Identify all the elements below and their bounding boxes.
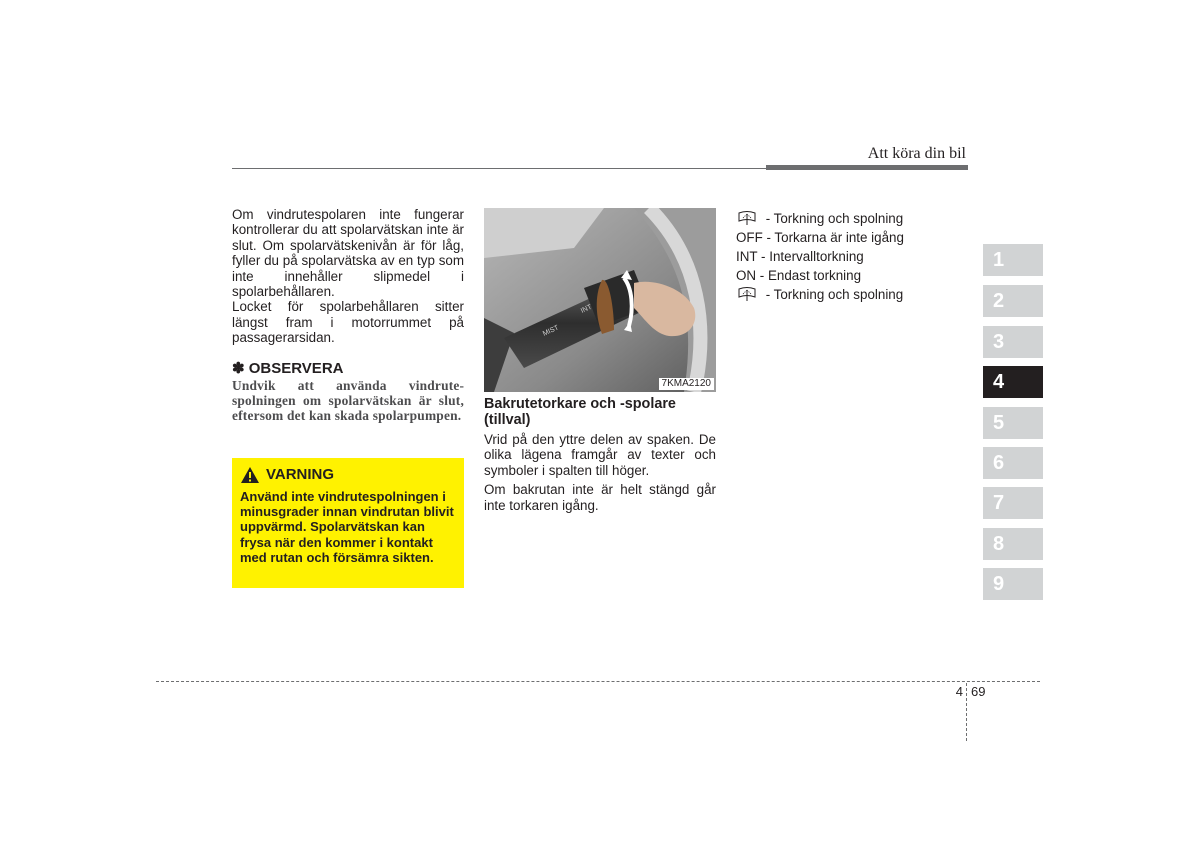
chapter-tab-4[interactable]: 4 (983, 366, 1043, 398)
rear-wiper-paragraph: Vrid på den yttre delen av spaken. De olika lägena framgår av texter och symboler i spalten till höger. (484, 432, 716, 478)
header-rule-accent (766, 165, 968, 170)
chapter-tab-9[interactable]: 9 (983, 568, 1043, 600)
footer-page-number: 69 (971, 684, 986, 699)
header-rule (232, 168, 766, 169)
mode-off-text: OFF - Torkarna är inte igång (736, 230, 904, 245)
svg-text:INT: INT (579, 303, 594, 315)
mode-int-text: INT - Intervalltorkning (736, 249, 864, 264)
observera-heading: ✽ OBSERVERA (232, 359, 344, 377)
column-2 (484, 396, 716, 513)
wiper-mode-list (736, 209, 956, 304)
footer-rule (156, 681, 1040, 682)
mode-on-text: ON - Endast torkning (736, 268, 862, 283)
warning-title: VARNING (266, 466, 335, 483)
mode-wash-top (736, 209, 956, 228)
running-header-title: Att köra din bil (867, 145, 966, 162)
chapter-tab-3[interactable]: 3 (983, 326, 1043, 358)
footer-divider (966, 683, 967, 741)
svg-text:MIST: MIST (541, 324, 561, 338)
observera-text: Undvik att använda vindrutespolningen om spolarvätskan är slut, eftersom det kan skada spolarpumpen. (232, 377, 464, 424)
chapter-tab-8[interactable]: 8 (983, 528, 1043, 560)
rear-window-paragraph: Om bakrutan inte är helt stängd går inte torkaren igång. (484, 482, 716, 513)
chapter-tab-1[interactable]: 1 (983, 244, 1043, 276)
warning-heading (240, 465, 456, 485)
rear-wiper-heading: Bakrutetorkare och -spolare (tillval) (484, 396, 676, 428)
chapter-tab-2[interactable]: 2 (983, 285, 1043, 317)
chapter-tab-6[interactable]: 6 (983, 447, 1043, 479)
mode-wash-bottom-text: - Torkning och spolning (762, 287, 904, 302)
mode-off (736, 228, 956, 247)
washer-spray-icon (736, 286, 758, 304)
warning-triangle-icon (240, 466, 260, 484)
chapter-tab-7[interactable]: 7 (983, 487, 1043, 519)
chapter-tab-5[interactable]: 5 (983, 407, 1043, 439)
warning-box (232, 458, 464, 588)
image-code-label: 7KMA2120 (659, 378, 714, 390)
reservoir-location-paragraph: Locket för spolarbehållaren sitter längst fram i motorrummet på passagerarsidan. (232, 299, 464, 346)
warning-text: Använd inte vindrutespolningen i minusgrader innan vindrutan blivit uppvärmd. Spolarvätskan kan frysa när den kommer i kontakt med rutan och försämra sikten. (240, 489, 454, 565)
footer-chapter-number: 4 (955, 684, 963, 699)
mode-on (736, 266, 956, 285)
washer-spray-icon (736, 210, 758, 228)
mode-int (736, 247, 956, 266)
mode-wash-top-text: - Torkning och spolning (762, 211, 904, 226)
wiper-stalk-photo (484, 208, 716, 392)
mode-wash-bottom (736, 285, 956, 304)
wiper-stalk-illustration (484, 208, 716, 392)
column-1 (232, 207, 464, 423)
washer-check-paragraph: Om vindrutespolaren inte fungerar kontrollerar du att spolarvätskan inte är slut. Om spolarvätskenivån är för låg, fyller du på spolarvätska av en typ som inte innehåller slipmedel i spolarbehållaren. (232, 207, 464, 300)
